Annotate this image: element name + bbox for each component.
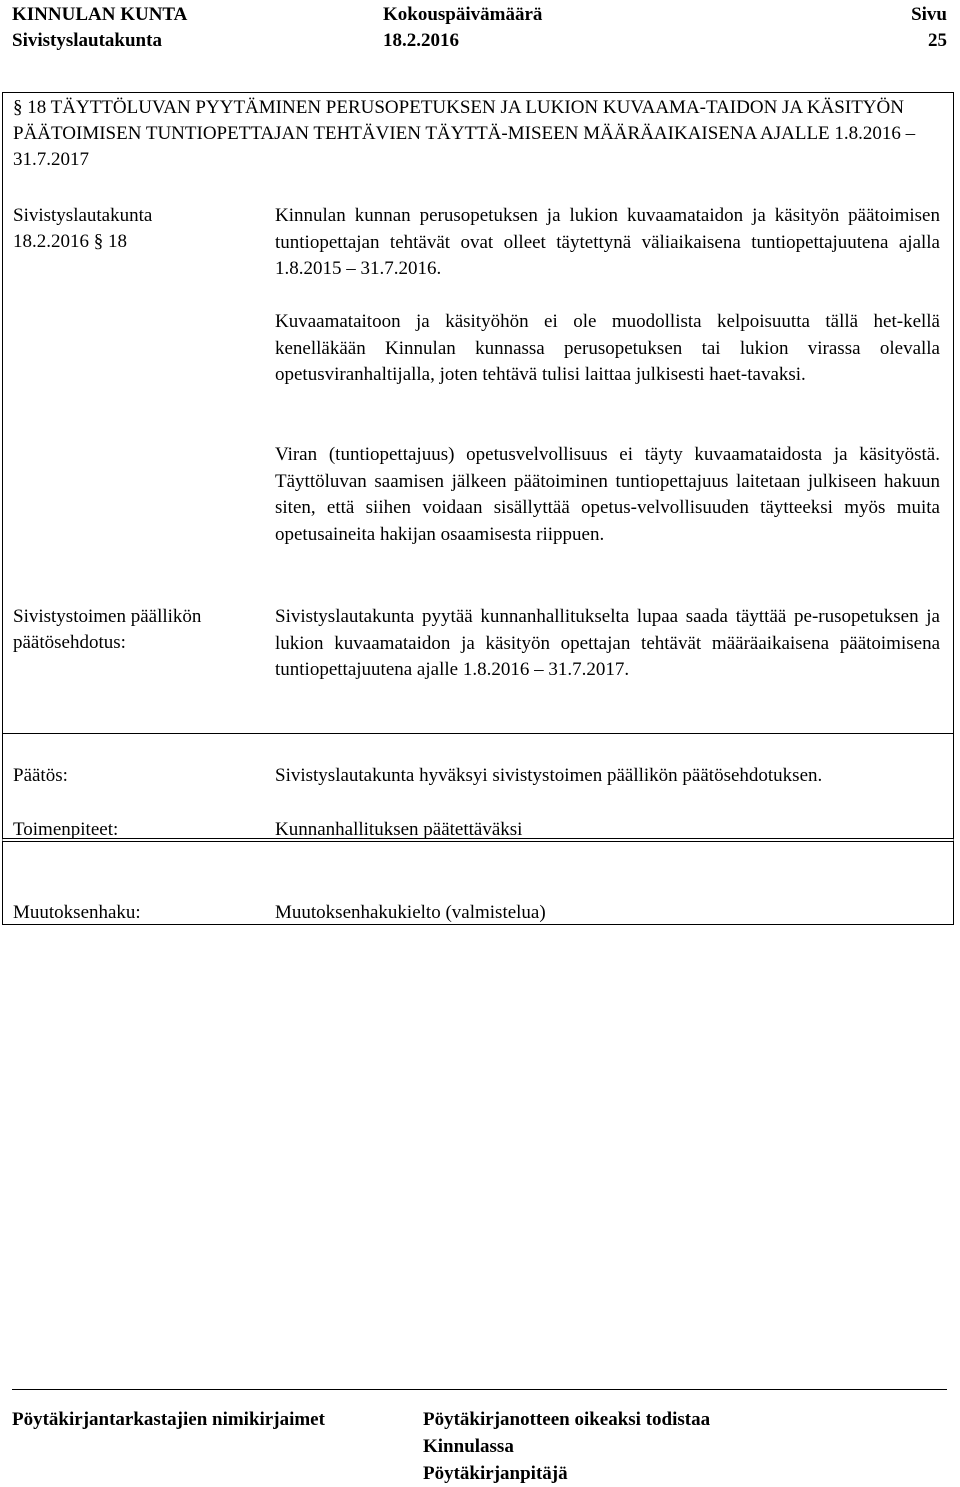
footer-cert-place: Kinnulassa: [423, 1436, 514, 1457]
preparation-text: [275, 309, 940, 389]
proposal-text-paragraph: Sivistyslautakunta pyytää kunnanhallitukselta lupaa saada täyttää pe-rusopetuksen ja lukion kuvaamataidon ja käsityön opettajan tehtävät määräaikaisena päätoimisena tuntiopettajuutena ajalle 1.8.2016 – 31.7.2017.: [275, 606, 940, 680]
preparation-text: [275, 203, 940, 283]
header-left: [12, 2, 187, 54]
preparation-committee: Sivistyslautakunta: [13, 205, 153, 226]
agenda-item-box: [2, 92, 954, 734]
appeal-label: Muutoksenhaku:: [13, 902, 141, 923]
date-label: Kokouspäivämäärä: [383, 4, 543, 25]
preparation-paragraph: Viran (tuntiopettajuus) opetusvelvollisuus ei täyty kuvaamataidosta ja käsityöstä. Täyttöluvan saamisen jälkeen päätoiminen tuntiopettajuus laitetaan julkiseen hakuun siten, että siihen voidaan sisällyttää opetus-velvollisuuden täytteeksi myös muita opetusaineita hakijan osaamisesta riippuen.: [275, 444, 940, 545]
section-title-text: 18 TÄYTTÖLUVAN PYYTÄMINEN PERUSOPETUKSEN JA LUKION KUVAAMA-TAIDON JA KÄSITYÖN PÄÄTOIMISEN TUNTIOPETTAJAN TEHTÄVIEN TÄYTTÄ-MISEEN MÄÄRÄAIKAISENA AJALLE 1.8.2016 – 31.7.2017: [13, 97, 916, 170]
actions-label: Toimenpiteet:: [13, 819, 119, 840]
proposal-label: [13, 604, 263, 656]
appeal-text: Muutoksenhakukielto (valmistelua): [275, 902, 546, 923]
proposal-text: [275, 604, 940, 684]
decision-text: Sivistyslautakunta hyväksyi sivistystoimen päällikön päätösehdotuksen.: [275, 765, 823, 786]
preparation-text: [275, 442, 940, 548]
footer-initials-label: Pöytäkirjantarkastajien nimikirjaimet: [12, 1409, 325, 1430]
proposal-label-text: Sivistystoimen päällikön päätösehdotus:: [13, 606, 202, 653]
section-symbol: §: [13, 97, 23, 118]
preparation-body: [13, 203, 263, 255]
municipality-name: KINNULAN KUNTA: [12, 4, 188, 25]
footer-cert-keeper: Pöytäkirjanpitäjä: [423, 1463, 568, 1484]
page-number: 25: [928, 30, 947, 51]
footer-certification: [423, 1406, 710, 1487]
committee-name: Sivistyslautakunta: [12, 30, 162, 51]
actions-text: Kunnanhallituksen päätettäväksi: [275, 819, 523, 840]
header-page: [911, 2, 947, 54]
footer-cert-line1: Pöytäkirjanotteen oikeaksi todistaa: [423, 1409, 711, 1430]
preparation-paragraph: Kuvaamataitoon ja käsityöhön ei ole muodollista kelpoisuutta tällä het-kellä kenelläkään Kinnulan kunnassa perusopetuksen tai lukion virassa olevalla opetusviranhaltijalla, joten tehtävä tulisi laittaa julkisesti haet-tavaksi.: [275, 311, 940, 385]
header-date: [383, 2, 542, 54]
section-title: [13, 95, 943, 173]
page-header: [12, 2, 947, 58]
decision-label: Päätös:: [13, 765, 68, 786]
appeal-row: [2, 838, 954, 925]
footer-divider: [12, 1389, 947, 1390]
preparation-paragraph: Kinnulan kunnan perusopetuksen ja lukion kuvaamataidon ja käsityön päätoimisen tuntiopettajan tehtävät ovat olleet täytettynä väliaikaisena tuntiopettajuutena ajalla 1.8.2015 – 31.7.2016.: [275, 205, 940, 279]
meeting-date: 18.2.2016: [383, 30, 459, 51]
page-label: Sivu: [911, 4, 947, 25]
preparation-ref: 18.2.2016 § 18: [13, 231, 127, 252]
decision-row: [2, 733, 954, 839]
